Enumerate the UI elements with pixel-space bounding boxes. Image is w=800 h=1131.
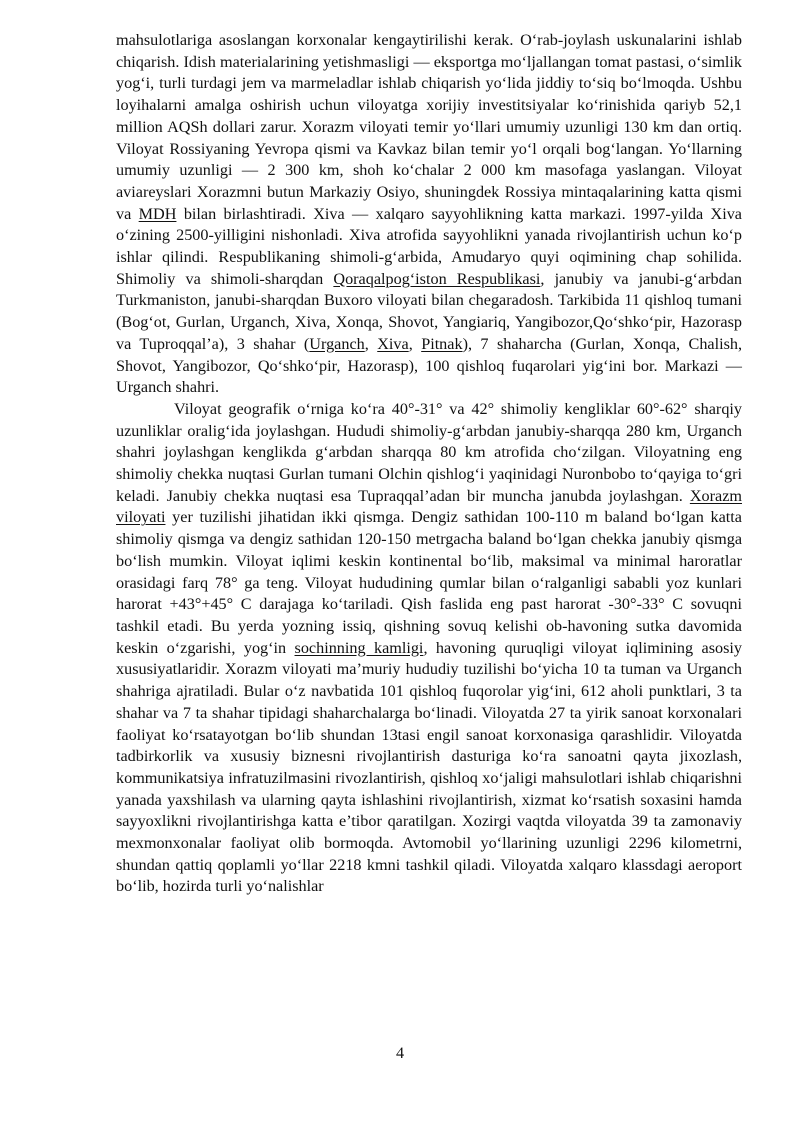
- body-text: [116, 30, 742, 898]
- link-xiva[interactable]: Xiva: [377, 334, 409, 353]
- separator: ,: [364, 334, 378, 353]
- link-qoraqalpogiston[interactable]: Qoraqalpog‘iston Respublikasi: [333, 269, 541, 288]
- link-urganch[interactable]: Urganch: [309, 334, 365, 353]
- page-number: 4: [395, 1044, 405, 1062]
- link-sochinning-kamligi[interactable]: sochinning kamligi: [294, 638, 424, 657]
- separator: ,: [408, 334, 422, 353]
- paragraph-transport: [116, 30, 742, 399]
- text-segment: yer tuzilishi jihatidan ikki qismga. Dengiz sathidan 100-110 m baland bo‘lgan katta shimoliy qismga va dengiz sathidan 120-150 metrgacha baland bo‘lgan chekka janubiy qismga bo‘lish mumkin. Viloyat iqlimi keskin kontinental bo‘lib, maksimal va minimal haroratlar orasidagi farq 78° ga teng. Viloyat hududining qumlar bilan o‘ralganligi sababli yoz kunlari harorat +43°+45° C darajaga ko‘tariladi. Qish faslida eng past harorat -30°-33° C sovuqni tashkil etadi. Bu yerda yozning issiq, qishning sovuq kelishi ob-havoning sutka davomida keskin o‘zgarishi, yog‘in: [116, 508, 742, 657]
- link-xorazm-viloyati[interactable]: Xorazm viloyati: [116, 486, 742, 527]
- text-segment: , janubiy va janubi-g‘arbdan Turkmaniston, janubi-sharqdan Buxoro viloyati bilan chegaradosh. Tarkibida 11 qishloq tumani (Bog‘ot, Gurlan, Urganch, Xiva, Xonqa, Shovot, Yangiariq, Yangibozor,Qo‘shko‘pir, Hazorasp va Tuproqqal’a), 3 shahar (: [116, 269, 742, 353]
- text-segment: , havoning quruqligi viloyat iqlimining asosiy xususiyatlaridir. Xorazm viloyati ma’muriy hududiy tuzilishi bo‘yicha 10 ta tuman va Urganch shahriga ajratiladi. Bular o‘z navbatida 101 qishloq fuqorolar yig‘ini, 612 aholi punktlari, 3 ta shahar va 7 ta shahar tipidagi shaharchalarga bo‘linadi. Viloyatda 27 ta yirik sanoat korxonalari faoliyat ko‘rsatayotgan bo‘lib shundan 13tasi engil sanoat korxonasiga qarashlidir. Viloyatda tadbirkorlik va xususiy biznesni rivojlantirish dasturiga ko‘ra sanoatni qayta jixozlash, kommunikatsiya infratuzilmasini rivozlantirish, qishloq xo‘jaligi mahsulotlari ishlab chiqarishni yanada yaxshilash va ularning qayta ishlashini rivojlantirish, xizmat ko‘rsatish soxasini hamda sayyoxlikni rivojlantirishga katta e’tibor qaratilgan. Xozirgi vaqtda viloyatda 39 ta zamonaviy mexmonxonalar faoliyat olib bormoqda. Avtomobil yo‘llarining uzunligi 2296 kilometrni, shundan qattiq qoplamli yo‘llar 2218 kmni tashkil qiladi. Viloyatda xalqaro klassdagi aeroport bo‘lib, hozirda turli yo‘nalishlar: [116, 638, 742, 896]
- paragraph-geography: [116, 399, 742, 898]
- text-segment: bilan birlashtiradi. Xiva — xalqaro sayyohlikning katta markazi. 1997-yilda Xiva o‘zining 2500-yilligini nishonladi. Xiva atrofida sayyohlikni yanada rivojlantirish uchun ko‘p ishlar qilindi. Respublikaning shimoli-g‘arbida, Amudaryo quyi oqimining chap sohilida. Shimoliy va shimoli-sharqdan: [116, 204, 742, 288]
- text-segment: ), 7 shaharcha (Gurlan, Xonqa, Chalish, Shovot, Yangibozor, Qo‘shko‘pir, Hazorasp), 100 qishloq fuqarolari yig‘ini bor. Markazi — Urganch shahri.: [116, 334, 743, 397]
- link-pitnak[interactable]: Pitnak: [421, 334, 463, 353]
- text-segment: Viloyat geografik o‘rniga ko‘ra 40°-31° va 42° shimoliy kengliklar 60°-62° sharqiy uzunliklar oralig‘ida joylashgan. Hududi shimoliy-g‘arbdan janubiy-sharqqa 280 km, Urganch shahri joylashgan kenglikda g‘arbdan sharqqa 80 km atrofida cho‘zilgan. Viloyatning eng shimoliy chekka nuqtasi Gurlan tumani Olchin qishlog‘i yaqinidagi Nuronbobo to‘qayiga to‘gri keladi. Janubiy chekka nuqtasi esa Tupraqqal’adan bir muncha janubda joylashgan.: [116, 399, 742, 505]
- link-mdh[interactable]: MDH: [138, 204, 177, 223]
- text-segment: mahsulotlariga asoslangan korxonalar kengaytirilishi kerak. O‘rab-joylash uskunalarini ishlab chiqarish. Idish materialarining yetishmasligi — eksportga mo‘ljallangan tomat pastasi, o‘simlik yog‘i, turli turdagi jem va marmeladlar ishlab chiqarish yo‘lida jiddiy to‘siq bo‘lmoqda. Ushbu loyihalarni amalga oshirish uchun viloyatga xorijiy investitsiyalar ko‘rinishida qariyb 52,1 million AQSh dollari zarur. Xorazm viloyati temir yo‘llari umumiy uzunligi 130 km dan ortiq. Viloyat Rossiyaning Yevropa qismi va Kavkaz bilan temir yo‘l orqali bog‘langan. Yo‘llarning umumiy uzunligi — 2 300 km, shoh ko‘chalar 2 000 km masofaga yaslangan. Viloyat aviareyslari Xorazmni butun Markaziy Osiyo, shuningdek Rossiya mintaqalarining katta qismi va: [116, 31, 742, 223]
